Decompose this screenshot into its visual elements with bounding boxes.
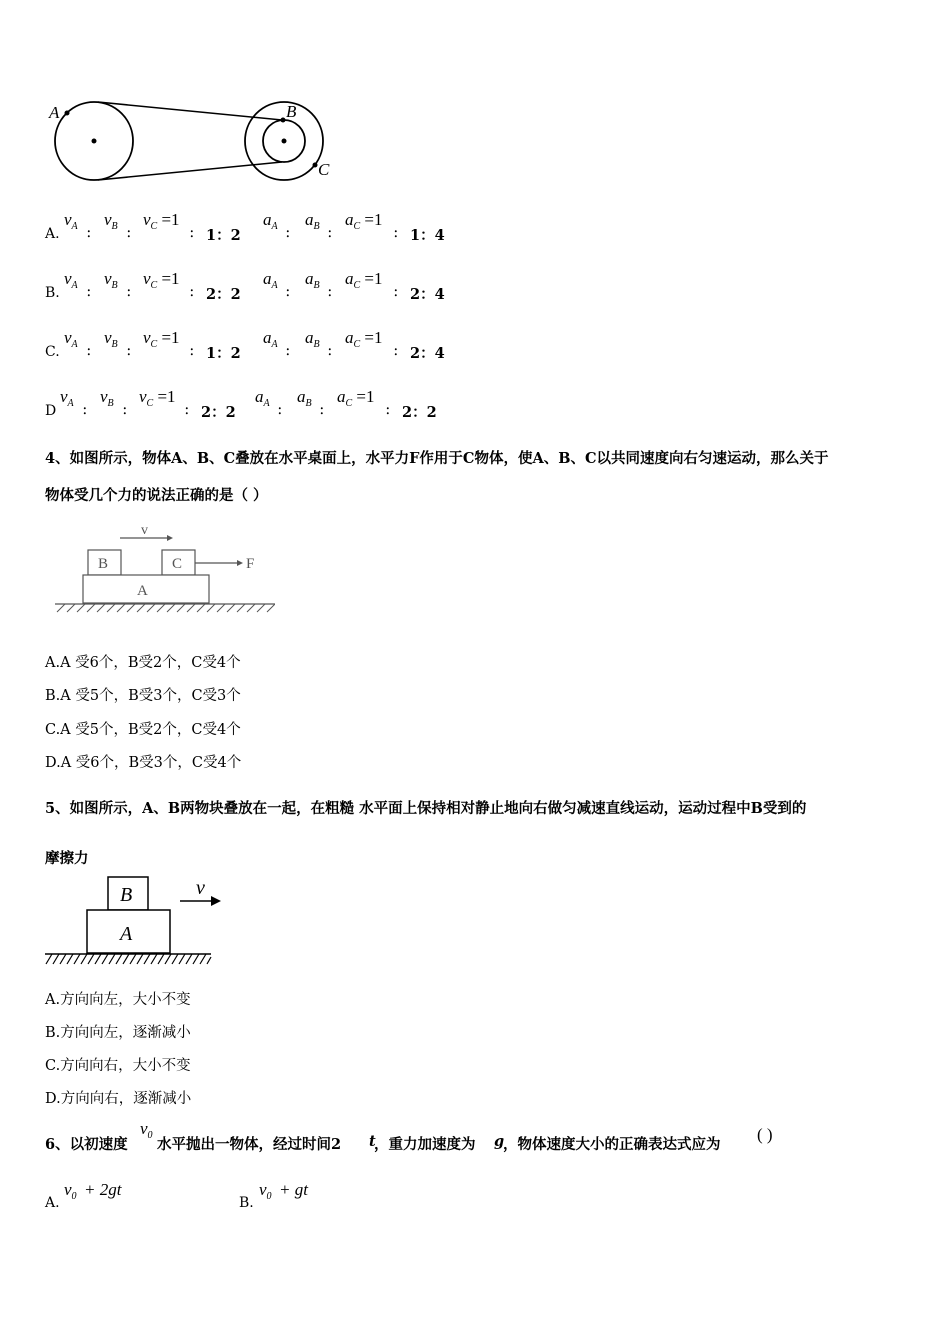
option-letter: C. — [45, 344, 60, 360]
q4-option-c[interactable]: C.A 受5个，B受2个，C受4个 — [45, 722, 241, 738]
svg-text:v: v — [141, 523, 148, 538]
q4-option-d[interactable]: D.A 受6个，B受3个，C受4个 — [45, 755, 242, 771]
option-letter: D — [45, 403, 57, 419]
svg-text:A: A — [137, 583, 148, 599]
svg-text:B: B — [98, 556, 109, 572]
q5-blocks-figure — [45, 872, 230, 970]
q5-stem-line2: 摩擦力 — [45, 850, 89, 867]
svg-text:C: C — [172, 556, 183, 572]
q4-stem-line2: 物体受几个力的说法正确的是（ ） — [45, 487, 268, 504]
q4-blocks-figure — [45, 518, 275, 618]
q5-option-d[interactable]: D.方向向右，逐渐减小 — [45, 1091, 192, 1107]
label-a: A — [49, 103, 60, 122]
q5-option-c[interactable]: C.方向向右，大小不变 — [45, 1058, 191, 1074]
q4-option-a[interactable]: A.A 受6个，B受2个，C受4个 — [45, 655, 241, 671]
svg-text:F: F — [246, 556, 255, 572]
svg-text:B: B — [120, 884, 133, 906]
svg-text:A: A — [120, 923, 133, 945]
svg-text:v: v — [196, 877, 205, 899]
label-c: C — [318, 160, 330, 179]
option-letter: B. — [45, 285, 60, 301]
q4-option-b[interactable]: B.A 受5个，B受3个，C受3个 — [45, 688, 241, 704]
q5-option-b[interactable]: B.方向向左，逐渐减小 — [45, 1025, 191, 1041]
label-b: B — [286, 102, 297, 121]
pulley-figure — [40, 95, 340, 190]
option-letter: A. — [45, 226, 60, 242]
q4-stem-line1: 4、如图所示，物体A、B、C叠放在水平桌面上，水平力F作用于C物体，使A、B、C以共同速度向右匀速运动，那么关于 — [45, 450, 829, 467]
q5-stem-line1: 5、如图所示，A、B两物块叠放在一起，在粗糙 水平面上保持相对静止地向右做匀减速直线运动，运动过程中B受到的 — [45, 800, 807, 817]
q5-option-a[interactable]: A.方向向左，大小不变 — [45, 992, 191, 1008]
